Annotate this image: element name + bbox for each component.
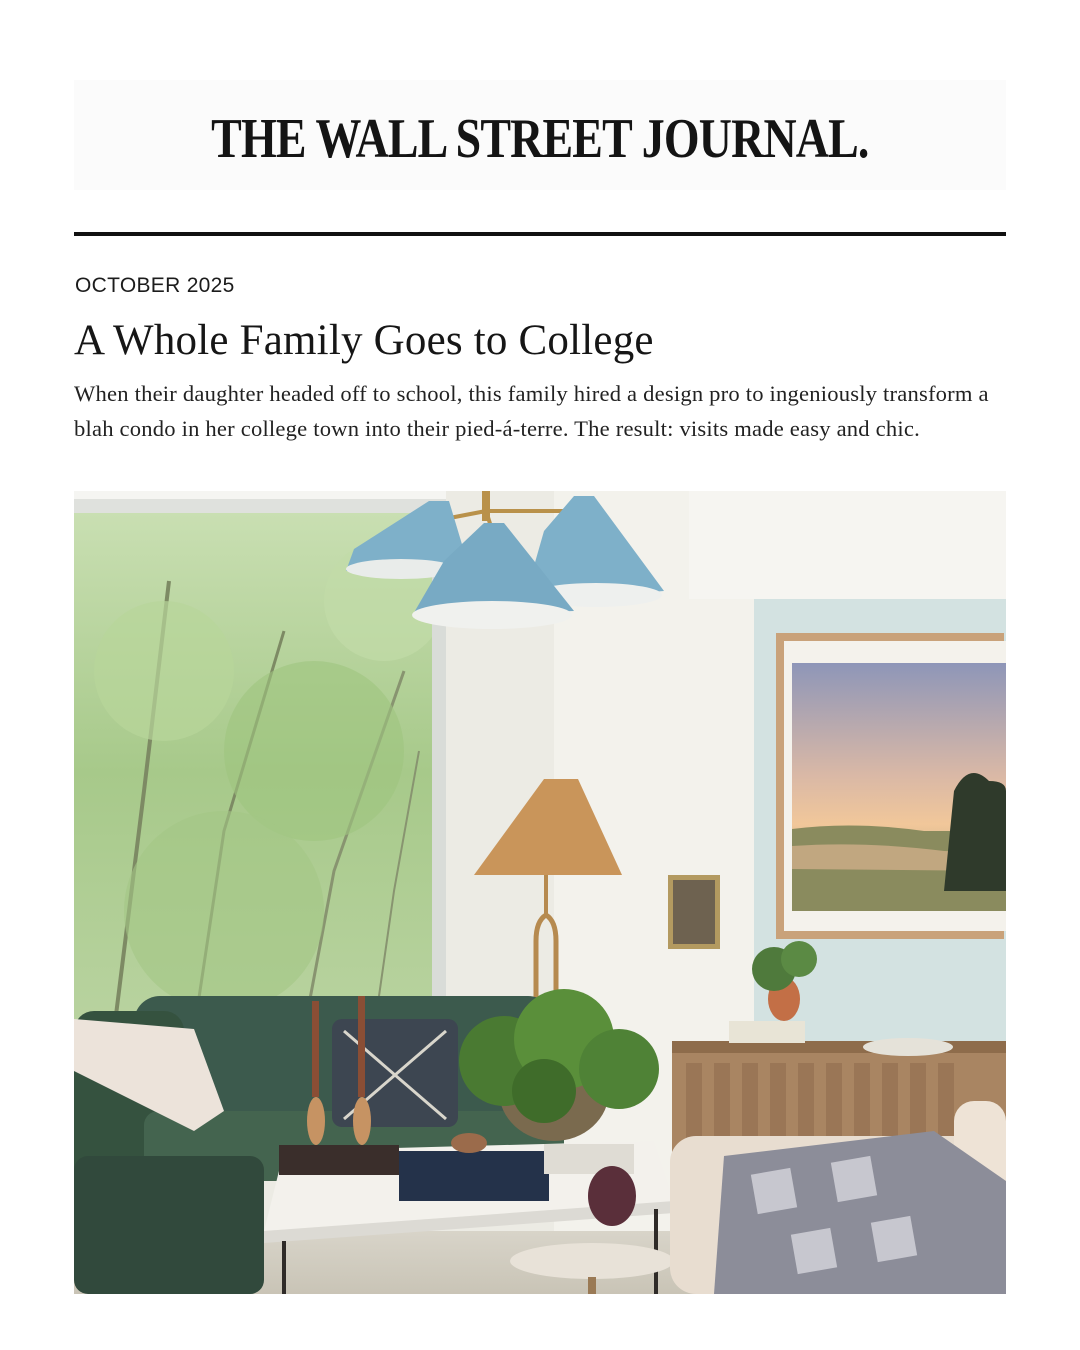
small-frame: [668, 875, 720, 949]
living-room-photo: [74, 491, 1006, 1294]
landscape-painting-icon: [776, 633, 1006, 939]
article-photo[interactable]: [74, 491, 1006, 1294]
masthead: [74, 80, 1006, 190]
dateline: OCTOBER 2025: [75, 274, 235, 297]
article-headline[interactable]: A Whole Family Goes to College: [74, 317, 654, 364]
article-dek: When their daughter headed off to school, this family hired a design pro to ingeniously transform a blah condo in her college town into their pied-á-terre. The result: visits made easy and chic.: [74, 381, 989, 441]
header-rule: [74, 232, 1006, 236]
masthead-logo[interactable]: THE WALL STREET JOURNAL.: [211, 108, 869, 170]
